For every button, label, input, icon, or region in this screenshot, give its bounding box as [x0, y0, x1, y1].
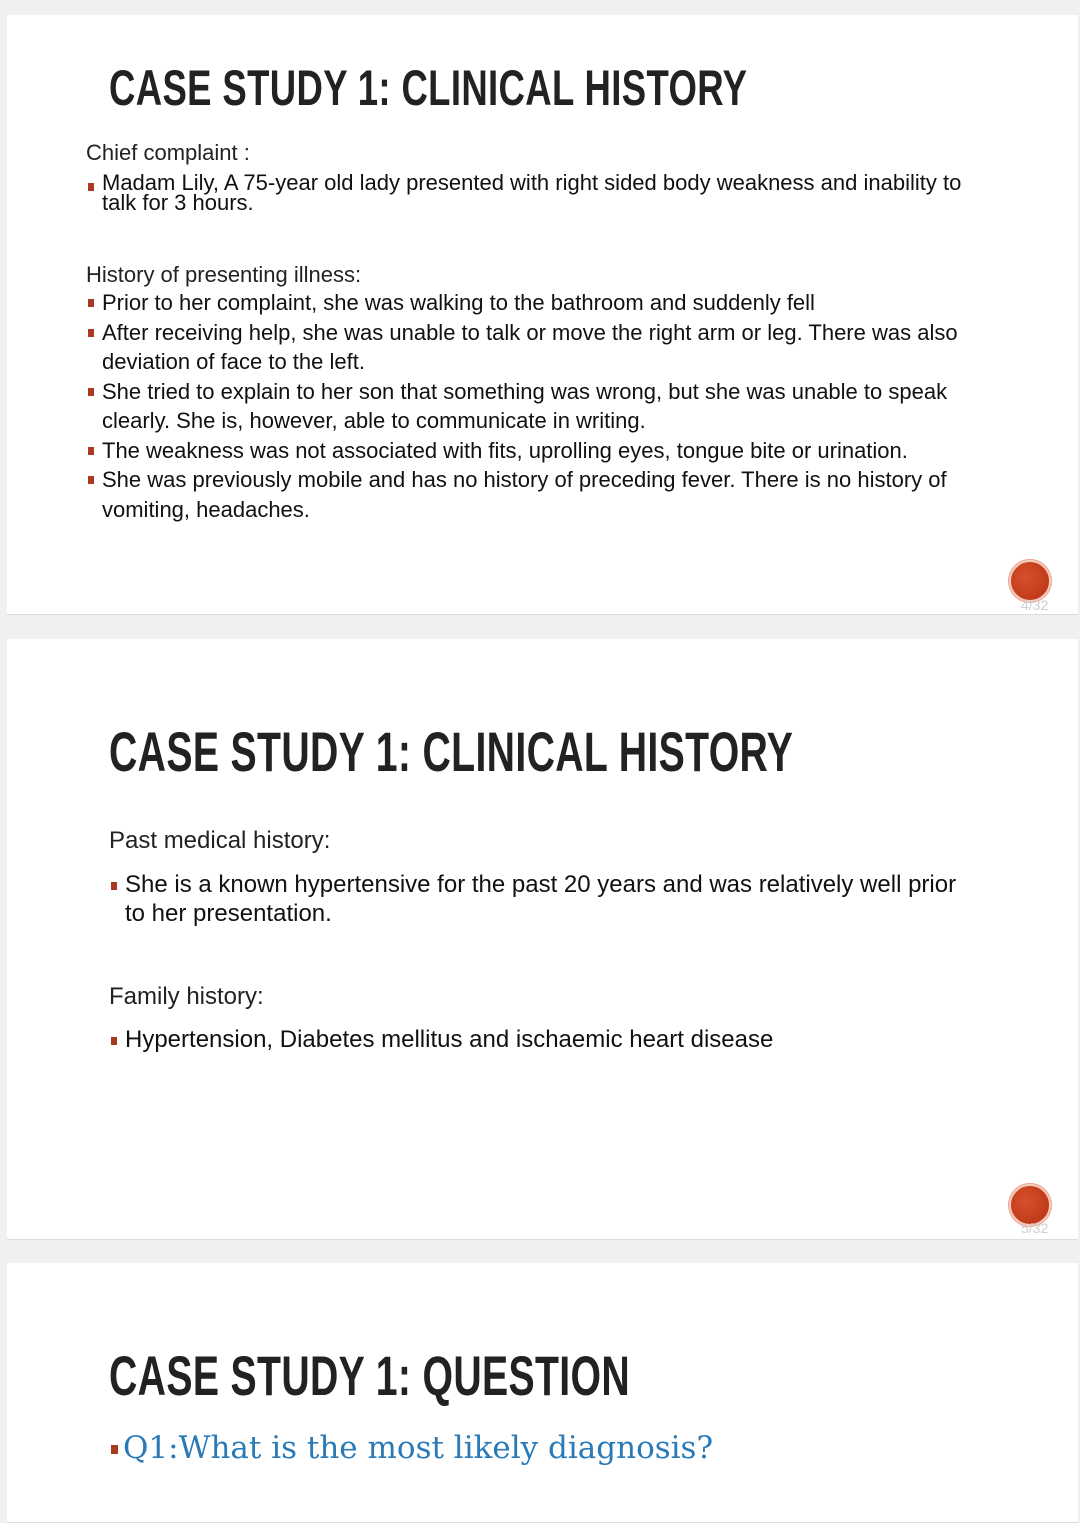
bullet-icon: [88, 299, 94, 307]
list-item: Madam Lily, A 75-year old lady presented with right sided body weakness and inability to talk for 3 hours.: [86, 173, 966, 213]
bullet-icon: [111, 1445, 118, 1454]
slide-5: [7, 639, 1078, 1240]
slide-badge-icon: [1009, 560, 1051, 602]
slide-title: CASE STUDY 1: QUESTION: [109, 1344, 631, 1407]
list-item: She is a known hypertensive for the past 20 years and was relatively well prior to her presentation.: [109, 870, 969, 928]
presenting-illness-list: [86, 288, 986, 524]
list-item: Hypertension, Diabetes mellitus and ischaemic heart disease: [109, 1025, 969, 1054]
slide-number: 5/32: [1021, 1220, 1049, 1236]
list-item: After receiving help, she was unable to talk or move the right arm or leg. There was also deviation of face to the left.: [86, 318, 986, 377]
list-item: Prior to her complaint, she was walking to the bathroom and suddenly fell: [86, 288, 986, 318]
slide-4: [7, 15, 1078, 615]
bullet-icon: [88, 388, 94, 396]
slide-title: CASE STUDY 1: CLINICAL HISTORY: [109, 60, 748, 116]
bullet-icon: [88, 329, 94, 337]
past-medical-history-list: [109, 870, 969, 928]
chief-complaint-list: [86, 170, 966, 215]
bullet-icon: [111, 1037, 117, 1045]
section-heading-presenting-illness: History of presenting illness:: [86, 262, 362, 287]
bullet-icon: [88, 183, 94, 191]
slide-6: [7, 1263, 1078, 1523]
bullet-icon: [88, 476, 94, 484]
question-item: Q1:What is the most likely diagnosis?: [109, 1429, 1009, 1467]
list-item: The weakness was not associated with fits, uprolling eyes, tongue bite or urination.: [86, 436, 986, 466]
section-heading-chief-complaint: Chief complaint :: [86, 140, 250, 165]
list-item: She tried to explain to her son that something was wrong, but she was unable to speak clearly. She is, however, able to communicate in writing.: [86, 377, 986, 436]
section-heading-past-medical-history: Past medical history:: [109, 827, 331, 854]
family-history-list: [109, 1025, 969, 1054]
list-item: She was previously mobile and has no history of preceding fever. There is no history of vomiting, headaches.: [86, 465, 986, 524]
slide-number: 4/32: [1021, 597, 1049, 613]
bullet-icon: [88, 447, 94, 455]
bullet-icon: [111, 882, 117, 890]
slide-title: CASE STUDY 1: CLINICAL HISTORY: [109, 720, 794, 783]
question-list: [109, 1429, 1009, 1467]
section-heading-family-history: Family history:: [109, 983, 264, 1010]
